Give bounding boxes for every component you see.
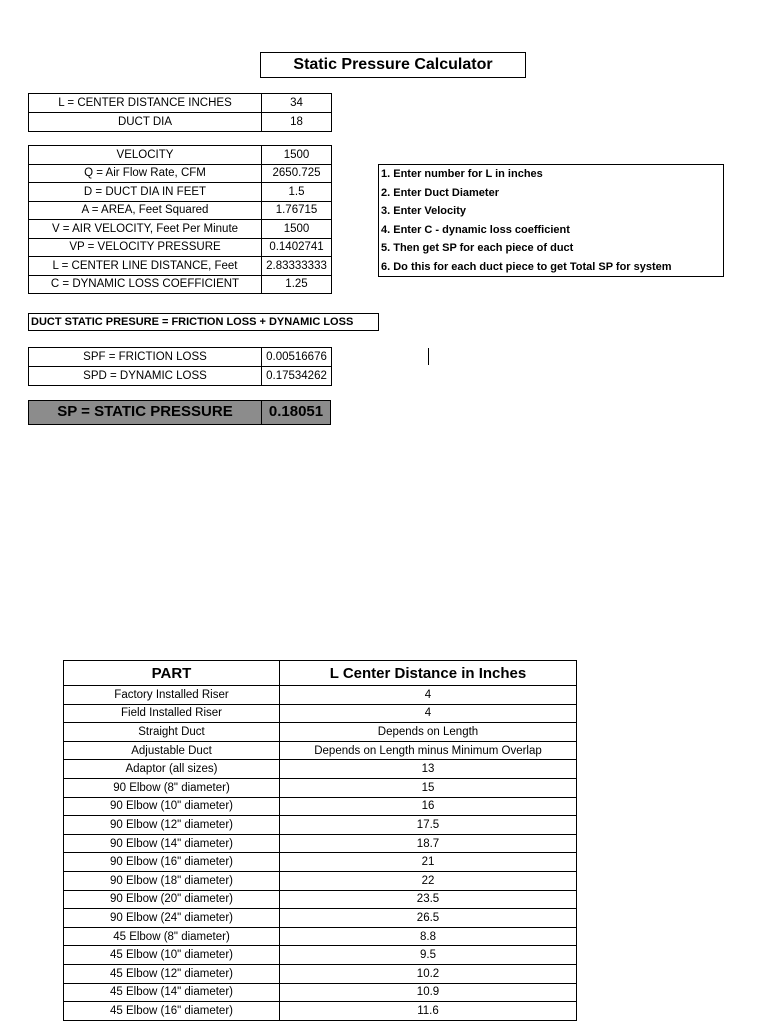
table-row <box>64 964 577 983</box>
table-row <box>64 1002 577 1021</box>
text-cursor <box>428 348 429 365</box>
calc-label: C = DYNAMIC LOSS COEFFICIENT <box>29 275 262 294</box>
calc-value-cell[interactable]: 1.76715 <box>262 201 332 220</box>
formula-note: DUCT STATIC PRESURE = FRICTION LOSS + DYNAMIC LOSS <box>28 313 379 331</box>
calc-label: A = AREA, Feet Squared <box>29 201 262 220</box>
part-name-cell[interactable]: 90 Elbow (12" diameter) <box>64 816 280 835</box>
instruction-item: 1. Enter number for L in inches <box>381 168 543 180</box>
part-distance-cell[interactable]: Depends on Length minus Minimum Overlap <box>280 741 577 760</box>
calc-label: V = AIR VELOCITY, Feet Per Minute <box>29 220 262 239</box>
part-distance-cell[interactable]: 22 <box>280 871 577 890</box>
part-distance-cell[interactable]: 17.5 <box>280 816 577 835</box>
losses-table <box>28 347 332 386</box>
static-pressure-result <box>28 400 331 425</box>
part-distance-cell[interactable]: 8.8 <box>280 927 577 946</box>
part-name-cell[interactable]: Factory Installed Riser <box>64 686 280 705</box>
instruction-item: 4. Enter C - dynamic loss coefficient <box>381 223 570 236</box>
part-distance-cell[interactable]: 23.5 <box>280 890 577 909</box>
calc-row <box>29 275 332 294</box>
parts-header: L Center Distance in Inches <box>280 661 577 686</box>
calc-row <box>29 164 332 183</box>
input-label: DUCT DIA <box>29 113 262 132</box>
part-distance-cell[interactable]: 21 <box>280 853 577 872</box>
table-row <box>64 704 577 723</box>
table-row <box>64 797 577 816</box>
calc-value-cell[interactable]: 2650.725 <box>262 164 332 183</box>
loss-label: SPF = FRICTION LOSS <box>29 348 262 367</box>
part-name-cell[interactable]: 45 Elbow (12" diameter) <box>64 964 280 983</box>
part-distance-cell[interactable]: Depends on Length <box>280 723 577 742</box>
part-distance-cell[interactable]: 11.6 <box>280 1002 577 1021</box>
part-distance-cell[interactable]: 13 <box>280 760 577 779</box>
calc-row <box>29 201 332 220</box>
calc-value-cell[interactable]: 1500 <box>262 220 332 239</box>
calc-label: Q = Air Flow Rate, CFM <box>29 164 262 183</box>
table-row <box>64 890 577 909</box>
loss-label: SPD = DYNAMIC LOSS <box>29 367 262 386</box>
part-distance-cell[interactable]: 18.7 <box>280 834 577 853</box>
part-name-cell[interactable]: 90 Elbow (20" diameter) <box>64 890 280 909</box>
part-name-cell[interactable]: 45 Elbow (10" diameter) <box>64 946 280 965</box>
part-name-cell[interactable]: 90 Elbow (18" diameter) <box>64 871 280 890</box>
part-distance-cell[interactable]: 10.2 <box>280 964 577 983</box>
calc-label: L = CENTER LINE DISTANCE, Feet <box>29 257 262 276</box>
table-row <box>64 816 577 835</box>
loss-value-cell[interactable]: 0.17534262 <box>262 367 332 386</box>
part-distance-cell[interactable]: 15 <box>280 778 577 797</box>
input-value-cell[interactable]: 18 <box>262 113 332 132</box>
part-name-cell[interactable]: 90 Elbow (24" diameter) <box>64 909 280 928</box>
calc-value-cell[interactable]: 0.1402741 <box>262 238 332 257</box>
sp-value-cell[interactable]: 0.18051 <box>268 403 324 420</box>
loss-value-cell[interactable]: 0.00516676 <box>262 348 332 367</box>
calc-row <box>29 238 332 257</box>
table-row <box>64 723 577 742</box>
part-name-cell[interactable]: 45 Elbow (14" diameter) <box>64 983 280 1002</box>
part-distance-cell[interactable]: 4 <box>280 686 577 705</box>
loss-row-dynamic <box>29 367 332 386</box>
table-row <box>64 778 577 797</box>
calc-row <box>29 183 332 202</box>
part-name-cell[interactable]: 90 Elbow (16" diameter) <box>64 853 280 872</box>
table-row <box>64 834 577 853</box>
calc-row <box>29 220 332 239</box>
part-name-cell[interactable]: 90 Elbow (10" diameter) <box>64 797 280 816</box>
table-row <box>64 760 577 779</box>
part-name-cell[interactable]: Straight Duct <box>64 723 280 742</box>
calc-value-cell[interactable]: 1.5 <box>262 183 332 202</box>
calc-label: VELOCITY <box>29 146 262 165</box>
table-row <box>64 946 577 965</box>
part-name-cell[interactable]: 45 Elbow (8" diameter) <box>64 927 280 946</box>
table-row <box>64 853 577 872</box>
part-name-cell[interactable]: 45 Elbow (16" diameter) <box>64 1002 280 1021</box>
calc-row <box>29 146 332 165</box>
calc-table <box>28 145 332 294</box>
loss-row-friction <box>29 348 332 367</box>
inputs-table <box>28 93 332 132</box>
part-name-cell[interactable]: 90 Elbow (14" diameter) <box>64 834 280 853</box>
part-distance-cell[interactable]: 9.5 <box>280 946 577 965</box>
input-value-cell[interactable]: 34 <box>262 94 332 113</box>
input-label: L = CENTER DISTANCE INCHES <box>29 94 262 113</box>
parts-table <box>63 660 577 1021</box>
part-name-cell[interactable]: Field Installed Riser <box>64 704 280 723</box>
input-row-duct-dia <box>29 113 332 132</box>
part-distance-cell[interactable]: 4 <box>280 704 577 723</box>
part-distance-cell[interactable]: 26.5 <box>280 909 577 928</box>
instruction-item: 6. Do this for each duct piece to get Total SP for system <box>381 260 672 273</box>
parts-header: PART <box>64 661 280 686</box>
calc-value-cell[interactable]: 1500 <box>262 146 332 165</box>
part-distance-cell[interactable]: 10.9 <box>280 983 577 1002</box>
table-row <box>64 741 577 760</box>
page-title: Static Pressure Calculator <box>260 52 526 78</box>
sp-label: SP = STATIC PRESSURE <box>29 401 262 424</box>
calc-label: D = DUCT DIA IN FEET <box>29 183 262 202</box>
input-row-l <box>29 94 332 113</box>
part-name-cell[interactable]: 90 Elbow (8" diameter) <box>64 778 280 797</box>
instruction-item: 2. Enter Duct Diameter <box>381 186 499 199</box>
part-distance-cell[interactable]: 16 <box>280 797 577 816</box>
table-row <box>64 686 577 705</box>
instruction-item: 5. Then get SP for each piece of duct <box>381 242 574 254</box>
instruction-item: 3. Enter Velocity <box>381 205 466 217</box>
instructions-box <box>378 164 724 277</box>
table-row <box>64 983 577 1002</box>
table-row <box>64 871 577 890</box>
part-name-cell[interactable]: Adaptor (all sizes) <box>64 760 280 779</box>
calc-label: VP = VELOCITY PRESSURE <box>29 238 262 257</box>
calc-row <box>29 257 332 276</box>
parts-header-row <box>64 661 577 686</box>
part-name-cell[interactable]: Adjustable Duct <box>64 741 280 760</box>
calc-value-cell[interactable]: 2.83333333 <box>262 257 332 276</box>
table-row <box>64 927 577 946</box>
table-row <box>64 909 577 928</box>
calc-value-cell[interactable]: 1.25 <box>262 275 332 294</box>
